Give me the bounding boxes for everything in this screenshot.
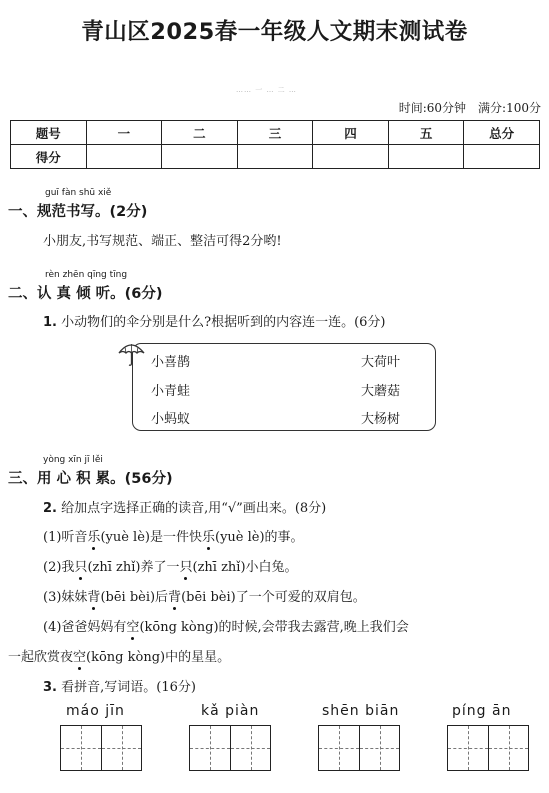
item-text: (2)我 — [43, 560, 75, 575]
item-text: (yuè lè)是一件快 — [100, 530, 202, 545]
section3-title: 三、用 心 积 累。(56分) — [8, 471, 173, 487]
writing-grid[interactable] — [189, 725, 271, 771]
match-left-item[interactable]: 小蚂蚁 — [151, 412, 191, 427]
umbrella-icon — [116, 339, 146, 367]
section3-pinyin: yòng xīn jī lěi — [43, 455, 103, 465]
tian-cell[interactable] — [101, 726, 141, 770]
reading-item-1[interactable] — [43, 526, 304, 545]
question-3-text: 看拼音,写词语。(16分) — [56, 680, 196, 695]
score-header-cell: 三 — [237, 121, 313, 145]
section2-title: 二、认 真 倾 听。(6分) — [8, 286, 163, 302]
score-header-cell: 题号 — [11, 121, 87, 145]
dotted-char: 只 — [74, 560, 88, 575]
question-1-number: 1. — [43, 315, 57, 330]
dotted-char: 乐 — [87, 530, 101, 545]
score-table-score-row — [11, 145, 540, 169]
word-pinyin: máo jīn — [66, 703, 125, 719]
faint-subtitle: …… 一 … 二 … — [236, 86, 297, 94]
item-text: (1)听音 — [43, 530, 88, 545]
score-header-cell: 总分 — [464, 121, 540, 145]
item-text: (zhī zhǐ)养了一 — [87, 560, 180, 575]
word-pinyin: kǎ piàn — [201, 703, 260, 719]
item-text: (3)妹妹 — [43, 590, 88, 605]
question-2 — [43, 497, 326, 516]
question-2-text: 给加点字选择正确的读音,用“√”画出来。(8分) — [56, 501, 327, 516]
matching-box — [132, 343, 436, 431]
reading-item-3[interactable] — [43, 586, 366, 605]
score-cell[interactable] — [237, 145, 313, 169]
reading-item-4-cont[interactable] — [8, 646, 230, 665]
match-left-item[interactable]: 小喜鹊 — [151, 355, 191, 370]
dotted-char: 空 — [126, 620, 140, 635]
tian-cell[interactable] — [319, 726, 359, 770]
question-2-number: 2. — [43, 501, 57, 516]
score-header-cell: 一 — [86, 121, 162, 145]
tian-cell[interactable] — [230, 726, 270, 770]
tian-cell[interactable] — [190, 726, 230, 770]
score-cell[interactable] — [464, 145, 540, 169]
section1-pinyin: guī fàn shū xiě — [45, 188, 112, 198]
dotted-char: 背 — [168, 590, 182, 605]
dotted-char: 背 — [87, 590, 101, 605]
dotted-char: 空 — [73, 650, 87, 665]
match-right-item[interactable]: 大杨树 — [361, 412, 401, 427]
item-text: (bēi bèi)了一个可爱的双肩包。 — [181, 590, 366, 605]
match-right-item[interactable]: 大蘑菇 — [361, 384, 401, 399]
match-right-item[interactable]: 大荷叶 — [361, 355, 401, 370]
question-3 — [43, 676, 196, 695]
tian-cell[interactable] — [488, 726, 528, 770]
match-left-item[interactable]: 小青蛙 — [151, 384, 191, 399]
dotted-char: 只 — [179, 560, 193, 575]
section2-pinyin: rèn zhēn qīng tīng — [45, 270, 128, 280]
item-text: (yuè lè)的事。 — [215, 530, 304, 545]
score-cell[interactable] — [162, 145, 238, 169]
tian-cell[interactable] — [61, 726, 101, 770]
section1-title: 一、规范书写。(2分) — [8, 204, 148, 220]
item-text: (zhī zhǐ)小白兔。 — [192, 560, 298, 575]
reading-item-4[interactable] — [43, 616, 409, 635]
tian-cell[interactable] — [359, 726, 399, 770]
writing-grid[interactable] — [447, 725, 529, 771]
score-cell[interactable] — [388, 145, 464, 169]
item-text: (kōng kòng)中的星星。 — [86, 650, 231, 665]
item-text: (4)爸爸妈妈有 — [43, 620, 127, 635]
page-title: 青山区2025春一年级人文期末测试卷 — [81, 19, 468, 45]
word-pinyin: píng ān — [452, 703, 512, 719]
score-table-header-row — [11, 121, 540, 145]
question-1-text: 小动物们的伞分别是什么?根据听到的内容连一连。(6分) — [56, 315, 386, 330]
score-header-cell: 五 — [388, 121, 464, 145]
question-3-number: 3. — [43, 680, 57, 695]
score-row-label: 得分 — [11, 145, 87, 169]
writing-grid[interactable] — [60, 725, 142, 771]
score-table — [10, 120, 540, 169]
exam-time: 时间:60分钟 — [398, 101, 467, 115]
score-header-cell: 四 — [313, 121, 389, 145]
reading-item-2[interactable] — [43, 556, 298, 575]
section1-text: 小朋友,书写规范、端正、整洁可得2分哟! — [43, 234, 282, 249]
word-pinyin: shēn biān — [322, 703, 400, 719]
item-text: 一起欣赏夜 — [8, 650, 74, 665]
exam-meta — [387, 99, 541, 116]
item-text: (bēi bèi)后 — [100, 590, 169, 605]
score-header-cell: 二 — [162, 121, 238, 145]
score-cell[interactable] — [313, 145, 389, 169]
tian-cell[interactable] — [448, 726, 488, 770]
dotted-char: 乐 — [201, 530, 215, 545]
writing-grid[interactable] — [318, 725, 400, 771]
score-cell[interactable] — [86, 145, 162, 169]
exam-full-score: 满分:100分 — [478, 101, 541, 115]
question-1 — [43, 311, 386, 330]
item-text: (kōng kòng)的时候,会带我去露营,晚上我们会 — [139, 620, 409, 635]
